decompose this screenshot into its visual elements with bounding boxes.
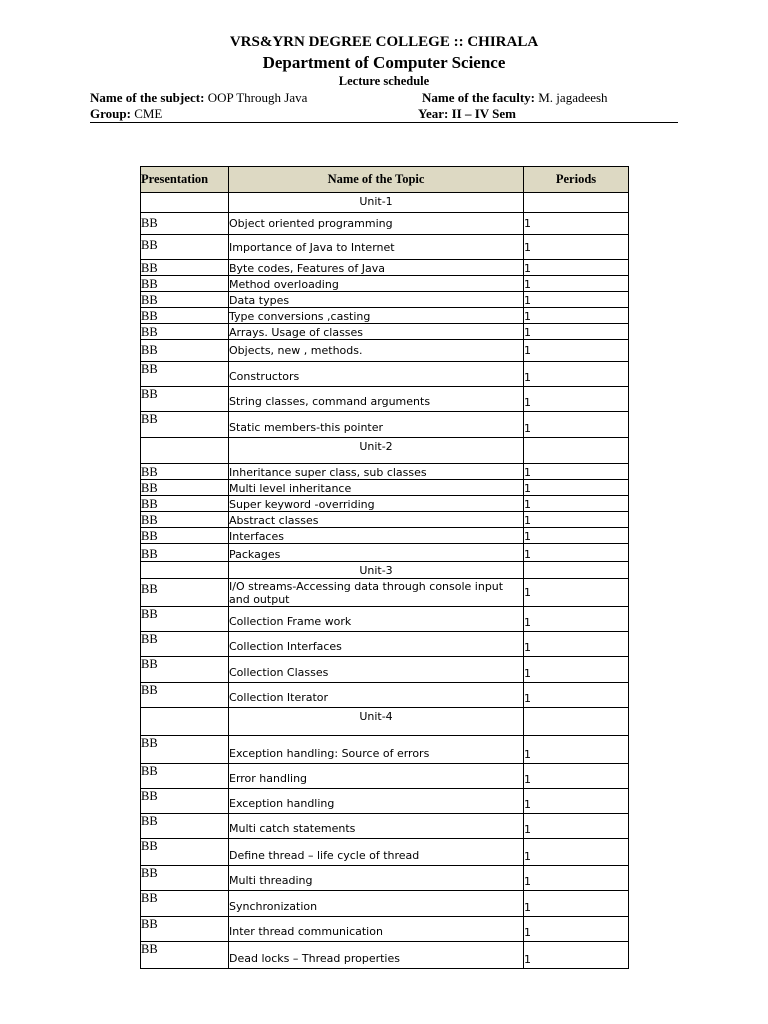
periods-cell [524, 438, 629, 464]
topic-cell: Exception handling [229, 789, 524, 814]
table-row [141, 412, 629, 438]
table-row [141, 942, 629, 969]
periods-cell: 1 [524, 764, 629, 789]
periods-cell [524, 562, 629, 579]
table-row [141, 736, 629, 764]
topic-cell: Error handling [229, 764, 524, 789]
periods-cell: 1 [524, 736, 629, 764]
presentation-cell [141, 708, 229, 736]
periods-cell: 1 [524, 789, 629, 814]
periods-cell: 1 [524, 683, 629, 708]
topic-cell: Super keyword -overriding [229, 496, 524, 512]
topic-cell: Multi level inheritance [229, 480, 524, 496]
table-row [141, 607, 629, 632]
presentation-cell: BB [141, 866, 229, 891]
topic-cell: Importance of Java to Internet [229, 235, 524, 260]
presentation-cell [141, 438, 229, 464]
periods-cell: 1 [524, 866, 629, 891]
year-line [418, 106, 516, 122]
periods-cell: 1 [524, 917, 629, 942]
topic-cell: Collection Interfaces [229, 632, 524, 657]
table-row [141, 764, 629, 789]
presentation-cell: BB [141, 607, 229, 632]
topic-cell: Interfaces [229, 528, 524, 544]
presentation-cell: BB [141, 464, 229, 480]
periods-cell: 1 [524, 632, 629, 657]
presentation-cell: BB [141, 512, 229, 528]
presentation-cell: BB [141, 942, 229, 969]
presentation-cell: BB [141, 839, 229, 866]
faculty-line [422, 90, 608, 106]
periods-cell: 1 [524, 308, 629, 324]
topic-cell: Synchronization [229, 891, 524, 917]
presentation-cell [141, 562, 229, 579]
periods-cell: 1 [524, 657, 629, 683]
presentation-cell: BB [141, 340, 229, 362]
periods-cell: 1 [524, 544, 629, 562]
topic-cell: Define thread – life cycle of thread [229, 839, 524, 866]
table-row [141, 866, 629, 891]
topic-cell: Constructors [229, 362, 524, 387]
topic-cell: I/O streams-Accessing data through console input and output [229, 579, 524, 607]
periods-cell: 1 [524, 412, 629, 438]
periods-cell [524, 193, 629, 213]
periods-cell: 1 [524, 324, 629, 340]
periods-cell: 1 [524, 235, 629, 260]
table-row [141, 683, 629, 708]
lecture-schedule-table [140, 166, 629, 969]
presentation-cell: BB [141, 736, 229, 764]
presentation-cell: BB [141, 544, 229, 562]
table-row [141, 480, 629, 496]
topic-cell: Method overloading [229, 276, 524, 292]
table-row [141, 260, 629, 276]
unit-heading: Unit-1 [229, 193, 524, 213]
faculty-value: M. jagadeesh [538, 90, 608, 105]
periods-cell: 1 [524, 579, 629, 607]
table-row [141, 464, 629, 480]
table-row [141, 438, 629, 464]
table-row [141, 193, 629, 213]
presentation-cell: BB [141, 891, 229, 917]
table-header-row [141, 167, 629, 193]
unit-heading: Unit-3 [229, 562, 524, 579]
presentation-cell: BB [141, 362, 229, 387]
table-row [141, 213, 629, 235]
presentation-cell: BB [141, 632, 229, 657]
subject-value: OOP Through Java [207, 90, 308, 105]
table-row [141, 917, 629, 942]
topic-cell: Byte codes, Features of Java [229, 260, 524, 276]
presentation-cell: BB [141, 324, 229, 340]
presentation-cell: BB [141, 814, 229, 839]
table-row [141, 528, 629, 544]
topic-cell: Collection Classes [229, 657, 524, 683]
periods-cell: 1 [524, 496, 629, 512]
periods-cell: 1 [524, 942, 629, 969]
year-value: II – IV Sem [451, 106, 516, 121]
presentation-cell: BB [141, 496, 229, 512]
table-row [141, 708, 629, 736]
table-row [141, 544, 629, 562]
topic-cell: Data types [229, 292, 524, 308]
presentation-cell: BB [141, 480, 229, 496]
presentation-cell: BB [141, 683, 229, 708]
document-title: Lecture schedule [338, 74, 430, 88]
periods-cell: 1 [524, 292, 629, 308]
group-line [90, 106, 162, 122]
periods-cell [524, 708, 629, 736]
table-row [141, 362, 629, 387]
presentation-cell: BB [141, 917, 229, 942]
header-rule [90, 122, 678, 123]
presentation-cell: BB [141, 412, 229, 438]
periods-cell: 1 [524, 480, 629, 496]
topic-cell: Object oriented programming [229, 213, 524, 235]
topic-cell: Objects, new , methods. [229, 340, 524, 362]
table-row [141, 292, 629, 308]
presentation-cell: BB [141, 213, 229, 235]
table-row [141, 235, 629, 260]
subject-label: Name of the subject: [90, 90, 205, 105]
presentation-cell: BB [141, 579, 229, 607]
topic-cell: Collection Frame work [229, 607, 524, 632]
periods-cell: 1 [524, 464, 629, 480]
topic-cell: Dead locks – Thread properties [229, 942, 524, 969]
table-row [141, 340, 629, 362]
periods-cell: 1 [524, 512, 629, 528]
presentation-cell: BB [141, 528, 229, 544]
presentation-cell: BB [141, 260, 229, 276]
column-header-periods: Periods [524, 167, 629, 193]
topic-cell: Multi threading [229, 866, 524, 891]
presentation-cell: BB [141, 292, 229, 308]
periods-cell: 1 [524, 260, 629, 276]
college-name: VRS&YRN DEGREE COLLEGE :: CHIRALA [229, 34, 539, 50]
faculty-label: Name of the faculty: [422, 90, 535, 105]
periods-cell: 1 [524, 387, 629, 412]
table-row [141, 308, 629, 324]
unit-heading: Unit-4 [229, 708, 524, 736]
table-row [141, 387, 629, 412]
table-row [141, 814, 629, 839]
table-row [141, 839, 629, 866]
unit-heading: Unit-2 [229, 438, 524, 464]
topic-cell: Collection Iterator [229, 683, 524, 708]
periods-cell: 1 [524, 814, 629, 839]
topic-cell: Abstract classes [229, 512, 524, 528]
periods-cell: 1 [524, 276, 629, 292]
presentation-cell [141, 193, 229, 213]
table-row [141, 324, 629, 340]
column-header-topic: Name of the Topic [229, 167, 524, 193]
periods-cell: 1 [524, 891, 629, 917]
table-body [141, 193, 629, 969]
periods-cell: 1 [524, 340, 629, 362]
topic-cell: Inter thread communication [229, 917, 524, 942]
table-row [141, 579, 629, 607]
table-row [141, 891, 629, 917]
periods-cell: 1 [524, 213, 629, 235]
topic-cell: Static members-this pointer [229, 412, 524, 438]
topic-cell: Multi catch statements [229, 814, 524, 839]
presentation-cell: BB [141, 308, 229, 324]
presentation-cell: BB [141, 764, 229, 789]
table-row [141, 496, 629, 512]
topic-cell: Inheritance super class, sub classes [229, 464, 524, 480]
table-row [141, 789, 629, 814]
table-row [141, 512, 629, 528]
presentation-cell: BB [141, 235, 229, 260]
group-label: Group: [90, 106, 131, 121]
periods-cell: 1 [524, 839, 629, 866]
department-name: Department of Computer Science [262, 53, 506, 72]
topic-cell: Packages [229, 544, 524, 562]
table-row [141, 632, 629, 657]
table-row [141, 562, 629, 579]
table-row [141, 657, 629, 683]
topic-cell: Exception handling: Source of errors [229, 736, 524, 764]
presentation-cell: BB [141, 276, 229, 292]
column-header-presentation: Presentation [141, 167, 229, 193]
table-row [141, 276, 629, 292]
topic-cell: String classes, command arguments [229, 387, 524, 412]
presentation-cell: BB [141, 387, 229, 412]
subject-line [90, 90, 307, 106]
group-value: CME [134, 106, 163, 121]
presentation-cell: BB [141, 789, 229, 814]
periods-cell: 1 [524, 362, 629, 387]
presentation-cell: BB [141, 657, 229, 683]
periods-cell: 1 [524, 607, 629, 632]
topic-cell: Type conversions ,casting [229, 308, 524, 324]
periods-cell: 1 [524, 528, 629, 544]
year-label: Year: [418, 106, 449, 121]
topic-cell: Arrays. Usage of classes [229, 324, 524, 340]
